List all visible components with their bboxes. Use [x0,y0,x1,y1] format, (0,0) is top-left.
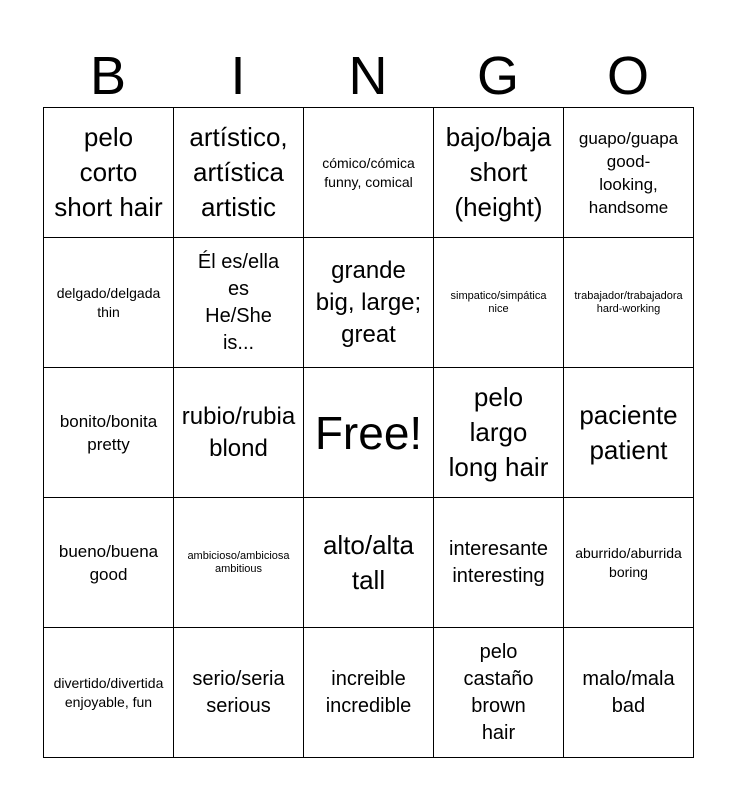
bingo-cell-r0-c0: pelo corto short hair [44,108,174,238]
bingo-cell-r4-c4: malo/mala bad [564,628,694,758]
bingo-cell-r1-c0: delgado/delgada thin [44,238,174,368]
bingo-cell-r1-c4: trabajador/trabajadora hard-working [564,238,694,368]
bingo-cell-r2-c0: bonito/bonita pretty [44,368,174,498]
bingo-cell-r2-c3: pelo largo long hair [434,368,564,498]
bingo-cell-r0-c3: bajo/baja short (height) [434,108,564,238]
bingo-cell-r0-c4: guapo/guapa good- looking, handsome [564,108,694,238]
header-letter-i: I [230,46,246,106]
bingo-cell-r3-c2: alto/alta tall [304,498,434,628]
bingo-cell-r4-c3: pelo castaño brown hair [434,628,564,758]
header-letter-b: B [89,46,127,106]
bingo-cell-r4-c0: divertido/divertida enjoyable, fun [44,628,174,758]
bingo-cell-r3-c4: aburrido/aburrida boring [564,498,694,628]
bingo-cell-r1-c1: Él es/ella es He/She is... [174,238,304,368]
bingo-cell-r3-c0: bueno/buena good [44,498,174,628]
bingo-cell-r1-c2: grande big, large; great [304,238,434,368]
header-letter-n: N [348,46,388,106]
bingo-cell-r3-c1: ambicioso/ambiciosa ambitious [174,498,304,628]
bingo-cell-r1-c3: simpatico/simpática nice [434,238,564,368]
bingo-cell-r3-c3: interesante interesting [434,498,564,628]
bingo-cell-r0-c2: cómico/cómica funny, comical [304,108,434,238]
header-letter-o: O [606,46,649,106]
bingo-cell-r4-c1: serio/seria serious [174,628,304,758]
bingo-grid [43,107,694,758]
bingo-cell-r2-c1: rubio/rubia blond [174,368,304,498]
bingo-cell-r2-c4: paciente patient [564,368,694,498]
bingo-cell-r4-c2: increible incredible [304,628,434,758]
header-letter-g: G [476,46,519,106]
bingo-cell-r0-c1: artístico, artística artistic [174,108,304,238]
bingo-header [43,44,693,108]
free-space-cell: Free! [304,368,434,498]
